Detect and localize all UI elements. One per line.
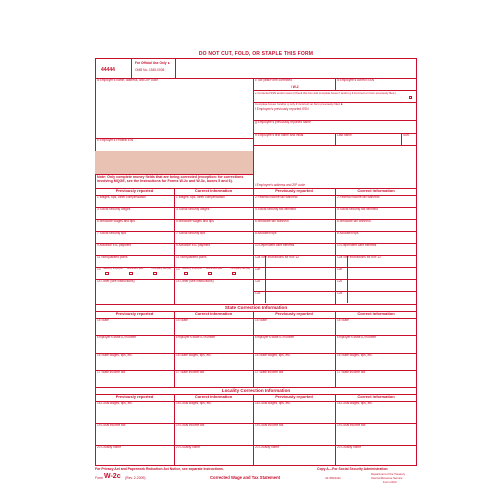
box13-label: Third-party sick pay: [151, 268, 172, 270]
state-row-label: Employer's state ID number: [255, 335, 295, 339]
left-corr-label: 5 Medicare wages and tips: [176, 219, 214, 223]
state-row-label: 15 State: [176, 318, 188, 322]
code-divider: [265, 267, 266, 279]
code-divider: [347, 267, 348, 279]
left-prev-label: 5 Medicare wages and tips: [97, 219, 135, 223]
state-row-label: Employer's state ID number: [337, 335, 377, 339]
left-prev-label: 3 Social security wages: [97, 207, 131, 211]
form-label: Form: [95, 476, 103, 480]
state-row-label: Employer's state ID number: [176, 335, 216, 339]
box-g-label: g Employee's previously reported name: [255, 120, 311, 124]
left-corr-label: 3 Social security wages: [176, 207, 210, 211]
locality-row-label: 18 Local wages, tips, etc.: [255, 401, 291, 405]
row-divider: [253, 231, 417, 232]
box13-checkbox[interactable]: [129, 272, 133, 275]
state-corr-header-2: Correct information: [357, 311, 395, 316]
box13-label: Statutory employee: [103, 268, 123, 270]
box13-checkbox[interactable]: [105, 272, 109, 275]
box-h-label: h Employee's first name and initial: [255, 133, 304, 137]
code-divider: [265, 255, 266, 267]
locality-row-label: 19 Local income tax: [255, 423, 284, 427]
right-prev-label: 12c: [255, 279, 261, 283]
left-prev-label: 7 Social security tips: [97, 231, 127, 235]
state-row-label: 16 State wages, tips, etc.: [176, 353, 212, 357]
box13-label: Retirement plan: [127, 268, 144, 270]
locality-row-label: 18 Local wages, tips, etc.: [337, 401, 373, 405]
code-divider: [347, 279, 348, 291]
locality-section-title: Locality Correction Information: [221, 388, 291, 393]
suffix-label: Suff.: [403, 133, 410, 137]
code-divider: [265, 291, 266, 303]
code-divider: [265, 279, 266, 291]
box-a-label: a Employer's name, address, and ZIP code: [97, 78, 158, 82]
state-row-label: 16 State wages, tips, etc.: [337, 353, 373, 357]
right-prev-label: 10 Dependent care benefits: [255, 243, 295, 247]
state-prev-header-1: Previously reported: [115, 311, 154, 316]
locality-row-label: 19 Local income tax: [337, 423, 366, 427]
box-d-label: d Employee's correct SSN: [337, 78, 375, 82]
prev-header-2: Previously reported: [275, 188, 313, 193]
row-divider: [253, 291, 417, 292]
right-corr-label: 10 Dependent care benefits: [337, 243, 377, 247]
left-prev-label: 13: [97, 267, 101, 271]
box13-checkbox[interactable]: [153, 272, 157, 275]
box13-checkbox[interactable]: [208, 272, 212, 275]
locality-row-label: 18 Local wages, tips, etc.: [176, 401, 212, 405]
right-corr-label: 12b: [337, 267, 343, 271]
shaded-area: [95, 151, 253, 174]
row-divider: [253, 267, 417, 268]
right-corr-label: 2 Federal income tax withheld: [337, 195, 380, 199]
prev-header-1: Previously reported: [115, 188, 154, 193]
right-prev-label: 4 Social security tax withheld: [255, 207, 296, 211]
right-prev-label: 6 Medicare tax withheld: [255, 219, 289, 223]
right-corr-label: 12a See instructions for box 12: [337, 255, 381, 259]
form-title: Corrected Wage and Tax Statement: [210, 475, 281, 480]
state-row-label: 17 State income tax: [176, 370, 205, 374]
left-corr-label: 7 Social security tips: [176, 231, 206, 235]
locality-row-label: 20 Locality name: [337, 445, 362, 449]
state-row-label: 15 State: [97, 318, 109, 322]
right-prev-label: 12a See instructions for box 12: [255, 255, 299, 259]
do-not-cut-notice: DO NOT CUT, FOLD, OR STAPLE THIS FORM: [198, 51, 314, 57]
official-use-label: For Official Use Only ►: [135, 61, 171, 65]
box-f-label: f Employee's previously reported SSN: [255, 107, 309, 111]
left-prev-label: 14 Other (see instructions): [97, 279, 135, 283]
left-corr-label: 13: [176, 267, 180, 271]
loc-prev-header-2: Previously reported: [275, 394, 313, 399]
corrected-ssn-label: e Corrected SSN and/or name (Check this box and complete boxes f and/or g if incorrect on form previously filed.): [255, 91, 396, 95]
left-corr-label: 14 Other (see instructions): [176, 279, 214, 283]
right-corr-label: 8 Allocated tips: [337, 231, 359, 235]
left-corr-label: 1 Wages, tips, other compensation: [176, 195, 225, 199]
right-corr-label: 4 Social security tax withheld: [337, 207, 378, 211]
box13-label: Third-party sick pay: [230, 268, 251, 270]
omb-number: OMB No. 1545-0008: [135, 68, 165, 72]
box-c-label: c Tax year/Form corrected: [255, 78, 292, 82]
locality-row-label: 20 Locality name: [255, 445, 280, 449]
right-prev-label: 8 Allocated tips: [255, 231, 277, 235]
right-prev-label: 2 Federal income tax withheld: [255, 195, 298, 199]
box13-label: Statutory employee: [182, 268, 202, 270]
revision: (Rev. 2-2009): [125, 476, 146, 480]
complete-note: Complete boxes f and/or g only if incorrect on form previously filed ►: [255, 102, 344, 106]
row-divider: [253, 279, 417, 280]
locality-row-label: 20 Locality name: [176, 445, 201, 449]
state-row-label: 17 State income tax: [97, 370, 126, 374]
state-row-label: 16 State wages, tips, etc.: [97, 353, 133, 357]
state-row-label: 15 State: [337, 318, 349, 322]
last-name-label: Last name: [337, 133, 352, 137]
loc-prev-header-1: Previously reported: [115, 394, 154, 399]
state-row-label: 17 State income tax: [337, 370, 366, 374]
box-i-label: i Employee's address and ZIP code: [255, 183, 305, 187]
left-prev-label: 9 Advance EIC payment: [97, 243, 132, 247]
state-row-label: 16 State wages, tips, etc.: [255, 353, 291, 357]
right-prev-label: 12d: [255, 291, 261, 295]
locality-row-label: 19 Local income tax: [176, 423, 205, 427]
box-b-label: b Employer's Federal EIN: [97, 138, 134, 142]
w2c-form: [95, 51, 417, 484]
right-corr-label: 12d: [337, 291, 343, 295]
void-code: 44444: [101, 67, 115, 73]
left-prev-label: 1 Wages, tips, other compensation: [97, 195, 146, 199]
box13-checkbox[interactable]: [232, 272, 236, 275]
corr-header-2: Correct information: [357, 188, 395, 193]
money-fields-note: Note: Only complete money fields that are being corrected (exception: for corrections involving MQGE, see the Instructions for Forms W-2c and W-3c, boxes 5 and 6).: [97, 175, 244, 184]
dept-treasury: Department of the Treasury: [371, 472, 406, 476]
state-row-label: 15 State: [255, 318, 267, 322]
form-id: Form 2013: [383, 480, 397, 484]
left-corr-label: 9 Advance EIC payment: [176, 243, 211, 247]
w2-label: / W-2: [291, 85, 299, 89]
right-prev-label: 12b: [255, 267, 261, 271]
corrected-ssn-checkbox[interactable]: [409, 96, 412, 99]
code-divider: [347, 291, 348, 303]
state-section-title: State Correction Information: [224, 305, 288, 310]
box13-checkbox[interactable]: [184, 272, 188, 275]
loc-corr-header-2: Correct information: [357, 394, 395, 399]
form-name: W-2c: [104, 473, 121, 480]
left-corr-label: 11 Nonqualified plans: [176, 255, 207, 259]
privacy-notice: For Privacy Act and Paperwork Reduction Act Notice, see separate instructions.: [95, 467, 224, 471]
state-prev-header-2: Previously reported: [275, 311, 313, 316]
loc-corr-header-1: Correct information: [194, 394, 233, 399]
irs-label: Internal Revenue Service: [371, 476, 403, 480]
corr-header-1: Correct information: [194, 188, 233, 193]
copy-a-label: Copy A—For Social Security Administration: [317, 467, 388, 471]
catalog-number: 41-5603411: [325, 476, 341, 480]
code-divider: [347, 255, 348, 267]
locality-row-label: 18 Local wages, tips, etc.: [97, 401, 133, 405]
left-prev-label: 11 Nonqualified plans: [97, 255, 128, 259]
right-corr-label: 12c: [337, 279, 343, 283]
box13-label: Retirement plan: [206, 268, 223, 270]
state-row-label: 17 State income tax: [255, 370, 284, 374]
locality-row-label: 19 Local income tax: [97, 423, 126, 427]
locality-row-label: 20 Locality name: [97, 445, 122, 449]
state-row-label: Employer's state ID number: [97, 335, 137, 339]
right-corr-label: 6 Medicare tax withheld: [337, 219, 371, 223]
state-corr-header-1: Correct information: [194, 311, 233, 316]
